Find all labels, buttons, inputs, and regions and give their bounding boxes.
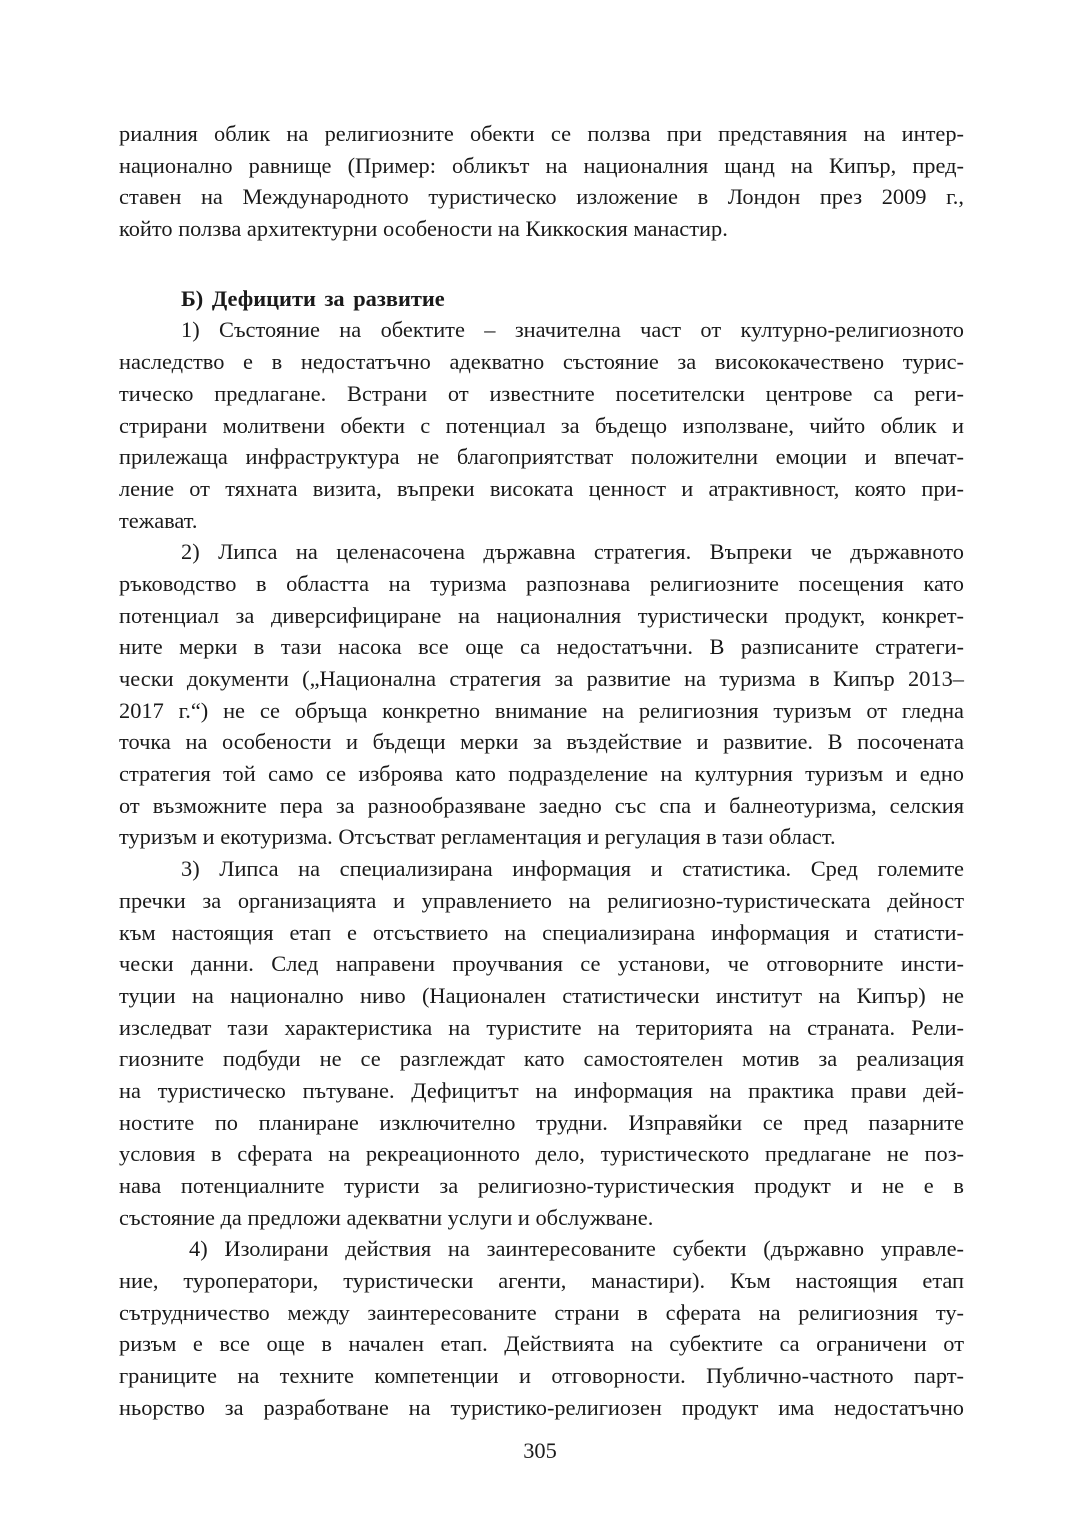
intro-paragraph [119,118,964,245]
text-line: тическо предлагане. Встрани от известните посетителски центрове са реги- [119,380,964,406]
text-line: чески данни. След направени проучвания се установи, че отговорните инсти- [119,951,964,977]
text-line: прилежаща инфраструктура не благоприятстват положителни емоции и впечат- [119,444,964,470]
text-line: ставен на Международното туристическо изложение в Лондон през 2009 г., [119,184,964,210]
text-line: пречки за организацията и управлението на религиозно-туристическата дейност [119,887,964,913]
text-line: ление от тяхната визита, въпреки високата ценност и атрактивност, която при- [119,475,964,501]
item-1-paragraph [119,314,964,536]
text-line: точка на особености и бъдещи мерки за въздействие и развитие. В посочената [119,729,964,755]
text-line: условия в сферата на рекреационното дело, туристическото предлагане не поз- [119,1141,964,1167]
text-line: наследство е в недостатъчно адекватно състояние за висококачествено турис- [119,349,964,375]
text-line: 3) Липса на специализирана информация и статистика. Сред големите [181,856,964,882]
text-line: стрирани молитвени обекти с потенциал за бъдещо използване, чийто облик и [119,412,964,438]
text-line: 2) Липса на целенасочена държавна стратегия. Въпреки че държавното [181,539,964,565]
section-heading: Б) Дефицити за развитие [181,285,445,311]
item-4-paragraph [119,1233,964,1423]
text-line: 4) Изолирани действия на заинтересованите субекти (държавно управле- [189,1236,964,1262]
text-line: който ползва архитектурни особености на Киккоския манастир. [119,216,728,242]
text-line: чески документи („Национална стратегия за развитие на туризма в Кипър 2013– [119,666,964,691]
text-line: туции на национално ниво (Национален статистически институт на Кипър) не [119,982,964,1008]
text-line: сътрудничество между заинтересованите страни в сферата на религиозния ту- [119,1299,964,1325]
text-line: изследват тази характеристика на туристите на територията на страната. Рели- [119,1014,964,1040]
text-line: потенциал за диверсифициране на националния туристически продукт, конкрет- [119,602,964,628]
item-3-paragraph [119,853,964,1233]
text-line: тежават. [119,507,198,533]
text-line: границите на техните компетенции и отговорности. Публично-частното парт- [119,1363,964,1389]
text-line: на туристическо пътуване. Дефицитът на информация на практика прави дей- [119,1077,964,1103]
text-line: нава потенциалните туристи за религиозно-туристическия продукт и не е в [119,1173,964,1198]
text-line: 1) Състояние на обектите – значителна част от културно-религиозното [181,317,964,343]
text-line: от възможните пера за разнообразяване заедно със спа и балнеотуризма, селския [119,792,964,818]
text-line: ностите по планиране изключително трудни. Изправяйки се пред пазарните [119,1109,964,1135]
text-line: национално равнище (Пример: обликът на националния щанд на Кипър, пред- [119,152,964,178]
page-number: 305 [523,1438,557,1463]
text-line: състояние да предложи адекватни услуги и обслужване. [119,1204,654,1230]
text-line: гиозните подбуди не се разглеждат като самостоятелен мотив за реализация [119,1046,964,1072]
text-line: 2017 г.“) не се обръща конкретно внимание на религиозния туризъм от гледна [119,697,964,723]
text-line: ние, туроператори, туристически агенти, манастири). Към настоящия етап [119,1268,964,1294]
body-text [119,118,964,1424]
text-line: ньорство за разработване на туристико-религиозен продукт има недостатъчно [119,1394,964,1420]
item-2-paragraph [119,536,964,853]
text-line: туризъм и екотуризма. Отсъстват регламентация и регулация в тази област. [119,824,836,850]
text-line: стратегия той само се изброява като подразделение на културния туризъм и едно [119,761,964,787]
section-gap [119,245,964,283]
text-line: ръководство в областта на туризма разпознава религиозните посещения като [119,570,964,596]
text-line: риалния облик на религиозните обекти се ползва при представяния на интер- [119,121,964,146]
text-line: ните мерки в тази насока все още са недостатъчни. В разписаните стратеги- [119,634,964,660]
text-line: ризъм е все още в начален етап. Действията на субектите са ограничени от [119,1331,964,1357]
text-line: към настоящия етап е отсъствието на специализирана информация и статисти- [119,919,964,945]
